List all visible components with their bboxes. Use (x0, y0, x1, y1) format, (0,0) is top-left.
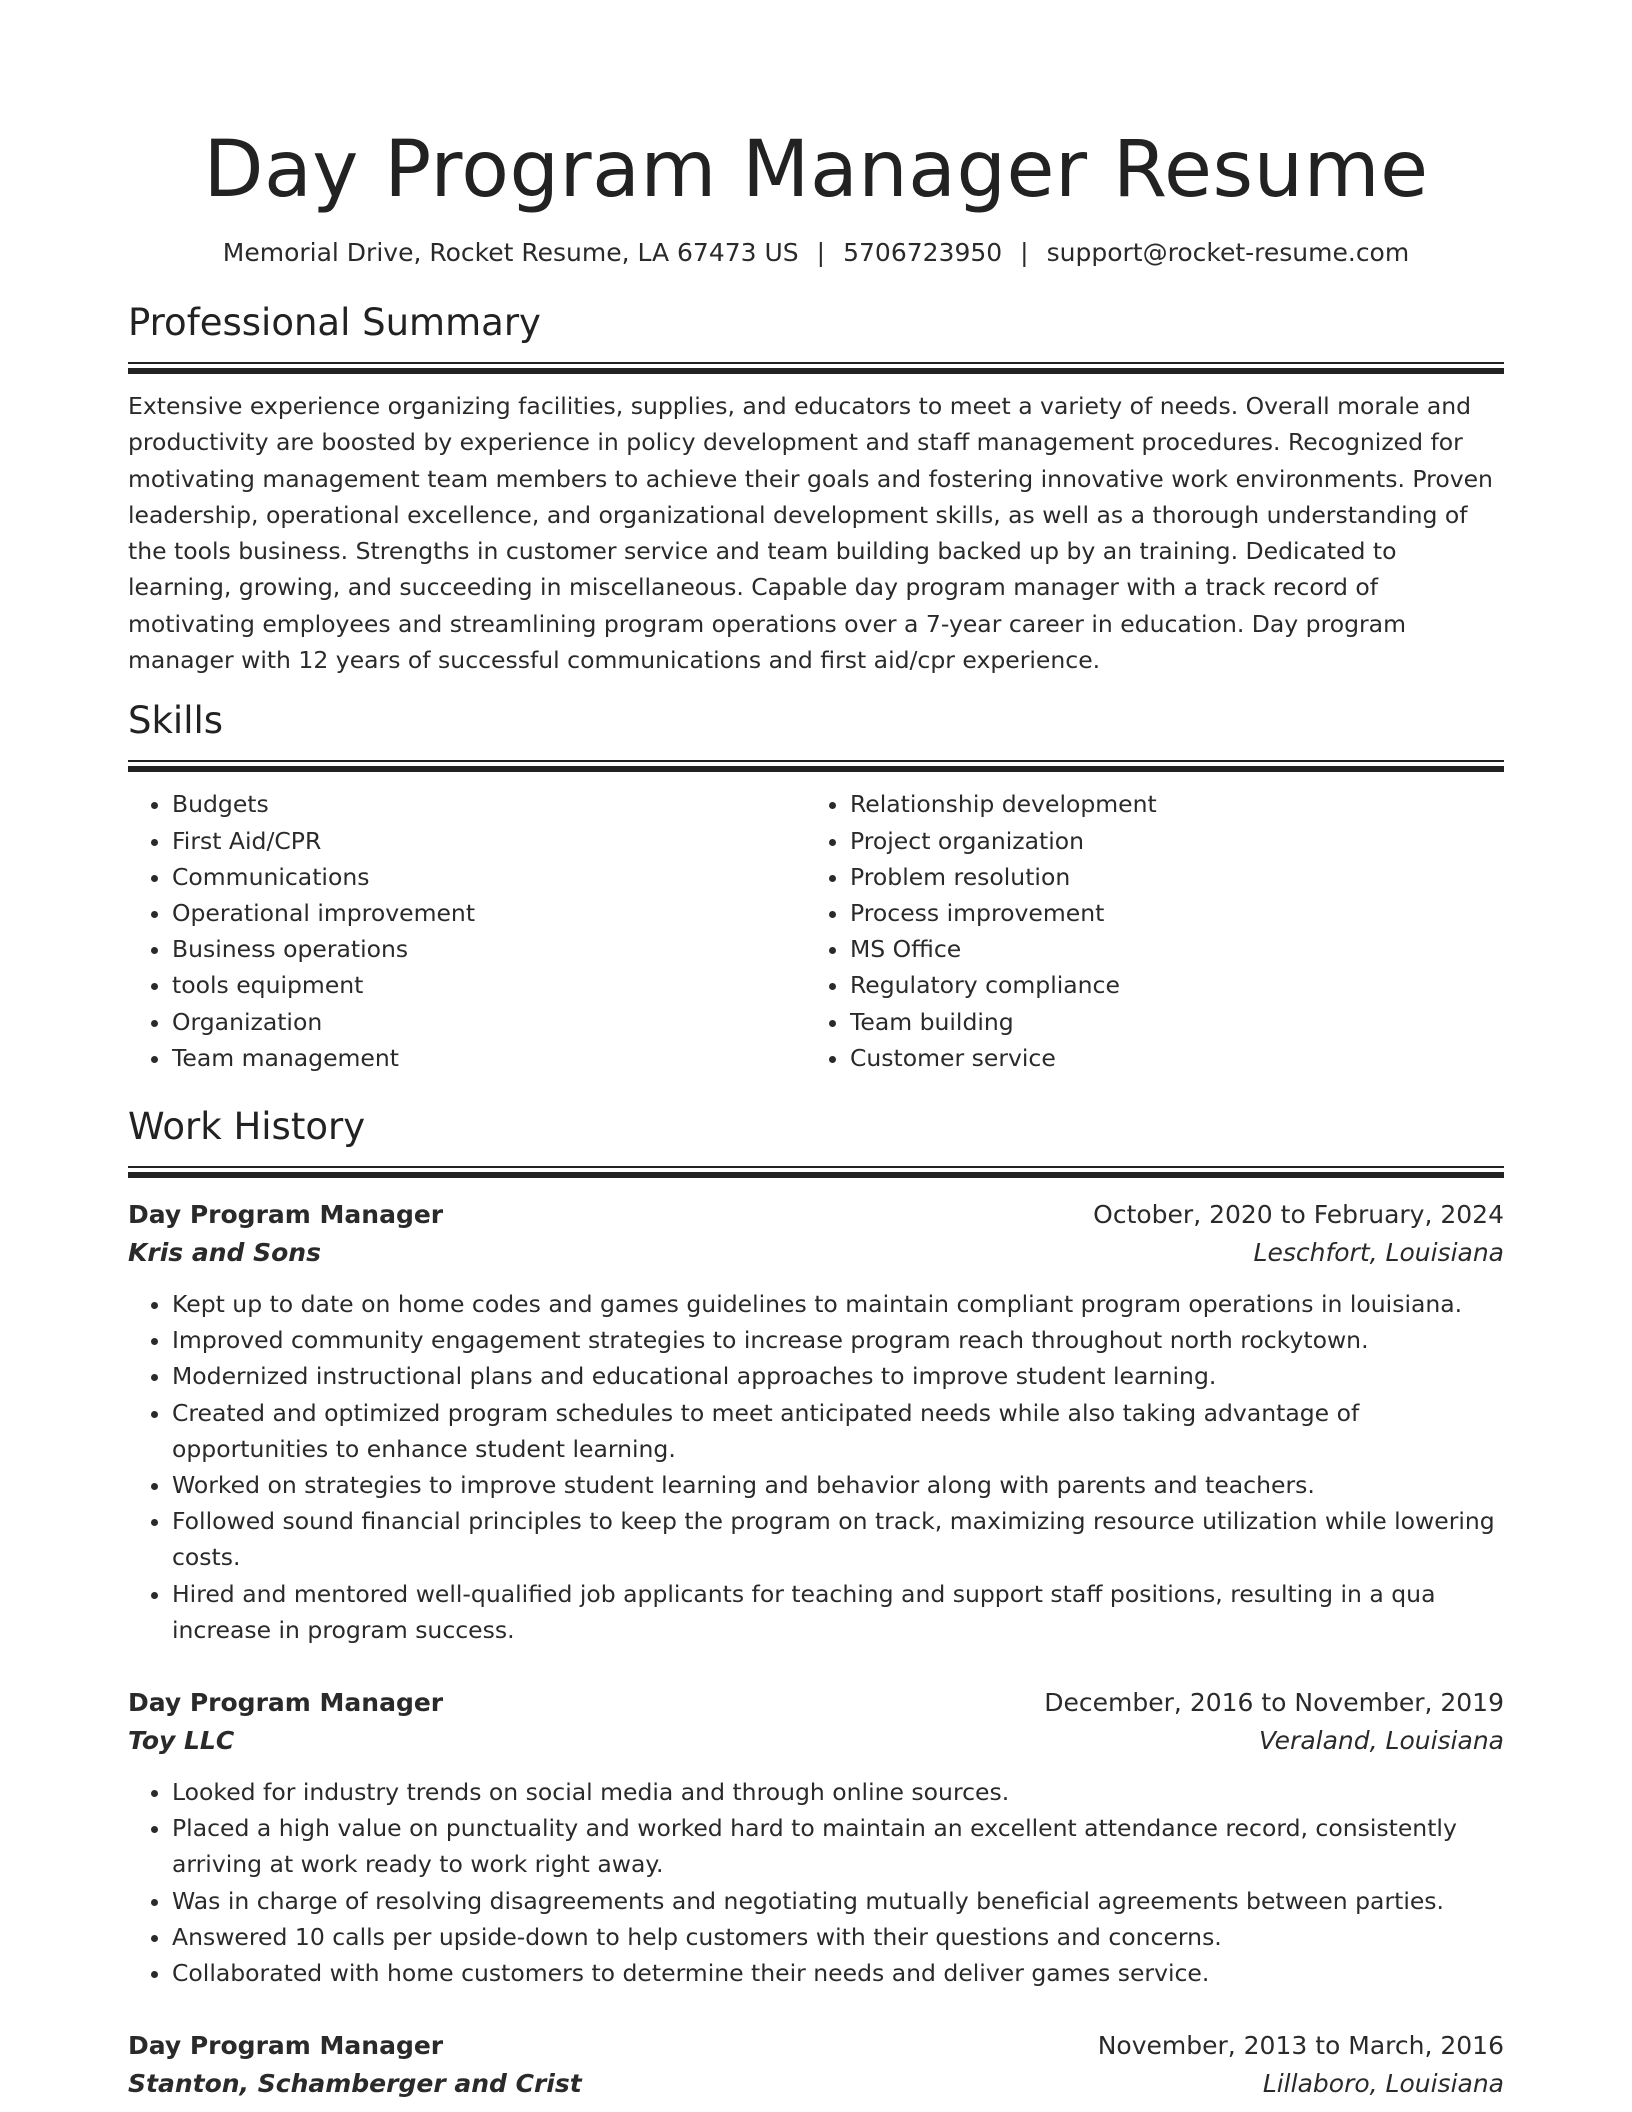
page-title: Day Program Manager Resume (203, 125, 1429, 215)
contact-separator: | (816, 238, 826, 267)
job-dates: December, 2016 to November, 2019 (1044, 1688, 1504, 1718)
job-company-row (128, 1722, 1504, 1760)
job-duties-list (128, 1286, 1504, 1648)
section-divider (128, 1166, 1504, 1178)
job-entry (128, 1684, 1504, 1991)
section-heading-skills: Skills (128, 699, 224, 743)
skill-item: • Communications (172, 859, 806, 895)
skill-item: • tools equipment (172, 967, 806, 1003)
skills-list-right (806, 786, 1484, 1076)
contact-email: support@rocket-resume.com (1046, 238, 1410, 267)
resume-page (128, 0, 1504, 2103)
skill-item: • Customer service (850, 1040, 1484, 1076)
contact-separator: | (1020, 238, 1029, 267)
job-entry (128, 2027, 1504, 2103)
job-company-row (128, 1234, 1504, 1272)
skill-item: • Project organization (850, 823, 1484, 859)
professional-summary-section (128, 300, 1504, 678)
skill-item: • Regulatory compliance (850, 967, 1484, 1003)
skill-item: • First Aid/CPR (172, 823, 806, 859)
skill-item: • Team building (850, 1004, 1484, 1040)
job-company-row (128, 2065, 1504, 2103)
job-duty-item: • Answered 10 calls per upside-down to help customers with their questions and concerns. (172, 1919, 1504, 1955)
job-location: Veraland, Louisiana (1259, 1726, 1504, 1756)
summary-text: Extensive experience organizing facilities, supplies, and educators to meet a variety of needs. Overall morale and productivity are boosted by experience in policy development and staff management procedures. Recognized for motivating management team members to achieve their goals and fostering innovative work environments. Proven leadership, operational excellence, and organizational development skills, as well as a thorough understanding of the tools business. Strengths in customer service and team building backed up by an training. Dedicated to learning, growing, and succeeding in miscellaneous. Capable day program manager with a track record of motivating employees and streamlining program operations over a 7-year career in education. Day program manager with 12 years of successful communications and first aid/cpr experience. (128, 392, 1493, 675)
job-location: Lillaboro, Louisiana (1262, 2069, 1504, 2099)
jobs-list (128, 1196, 1504, 2103)
job-duty-item: • Looked for industry trends on social media and through online sources. (172, 1774, 1504, 1810)
skills-list-left (128, 786, 806, 1076)
job-duty-item: • Placed a high value on punctuality and worked hard to maintain an excellent attendance record, consistently arriving at work ready to work right away. (172, 1810, 1504, 1882)
contact-address: Memorial Drive, Rocket Resume, LA 67473 US (222, 238, 799, 267)
job-header-row (128, 1196, 1504, 1234)
job-duty-item: • Was in charge of resolving disagreements and negotiating mutually beneficial agreements between parties. (172, 1883, 1504, 1919)
job-header-row (128, 1684, 1504, 1722)
work-history-section (128, 1104, 1504, 2103)
job-duties-list (128, 1774, 1504, 1991)
section-heading-summary: Professional Summary (128, 301, 541, 344)
skill-item: • Team management (172, 1040, 806, 1076)
section-divider (128, 362, 1504, 374)
job-duty-item: • Followed sound financial principles to keep the program on track, maximizing resource utilization while lowering costs. (172, 1503, 1504, 1575)
skills-grid (128, 786, 1504, 1076)
job-duty-item: • Created and optimized program schedules to meet anticipated needs while also taking advantage of opportunities to enhance student learning. (172, 1395, 1504, 1467)
job-dates: November, 2013 to March, 2016 (1097, 2031, 1504, 2061)
contact-line (128, 236, 1504, 270)
job-duty-item: • Hired and mentored well-qualified job applicants for teaching and support staff positions, resulting in a qua increase in program success. (172, 1576, 1504, 1648)
job-duty-item: • Improved community engagement strategies to increase program reach throughout north rockytown. (172, 1322, 1504, 1358)
skill-item: • Budgets (172, 786, 806, 822)
job-company: Kris and Sons (128, 1238, 321, 1267)
skill-item: • Problem resolution (850, 859, 1484, 895)
job-duty-item: • Worked on strategies to improve student learning and behavior along with parents and teachers. (172, 1467, 1504, 1503)
skill-item: • Business operations (172, 931, 806, 967)
skill-item: • Relationship development (850, 786, 1484, 822)
job-entry (128, 1196, 1504, 1648)
job-company: Toy LLC (128, 1726, 235, 1756)
section-heading-work: Work History (128, 1105, 366, 1148)
job-header-row (128, 2027, 1504, 2065)
job-title: Day Program Manager (128, 1688, 444, 1718)
job-duty-item: • Collaborated with home customers to determine their needs and deliver games service. (172, 1955, 1504, 1991)
job-title: Day Program Manager (128, 2031, 444, 2061)
skills-section (128, 698, 1504, 1076)
skill-item: • Process improvement (850, 895, 1484, 931)
job-title: Day Program Manager (128, 1200, 444, 1229)
skill-item: • Organization (172, 1004, 806, 1040)
skill-item: • MS Office (850, 931, 1484, 967)
job-location: Leschfort, Louisiana (1253, 1238, 1504, 1267)
skill-item: • Operational improvement (172, 895, 806, 931)
section-divider (128, 760, 1504, 772)
contact-phone: 5706723950 (843, 238, 1003, 267)
job-duty-item: • Kept up to date on home codes and games guidelines to maintain compliant program operations in louisiana. (172, 1286, 1504, 1322)
job-company: Stanton, Schamberger and Crist (128, 2069, 582, 2099)
job-dates: October, 2020 to February, 2024 (1093, 1200, 1504, 1229)
job-duty-item: • Modernized instructional plans and educational approaches to improve student learning. (172, 1358, 1504, 1394)
